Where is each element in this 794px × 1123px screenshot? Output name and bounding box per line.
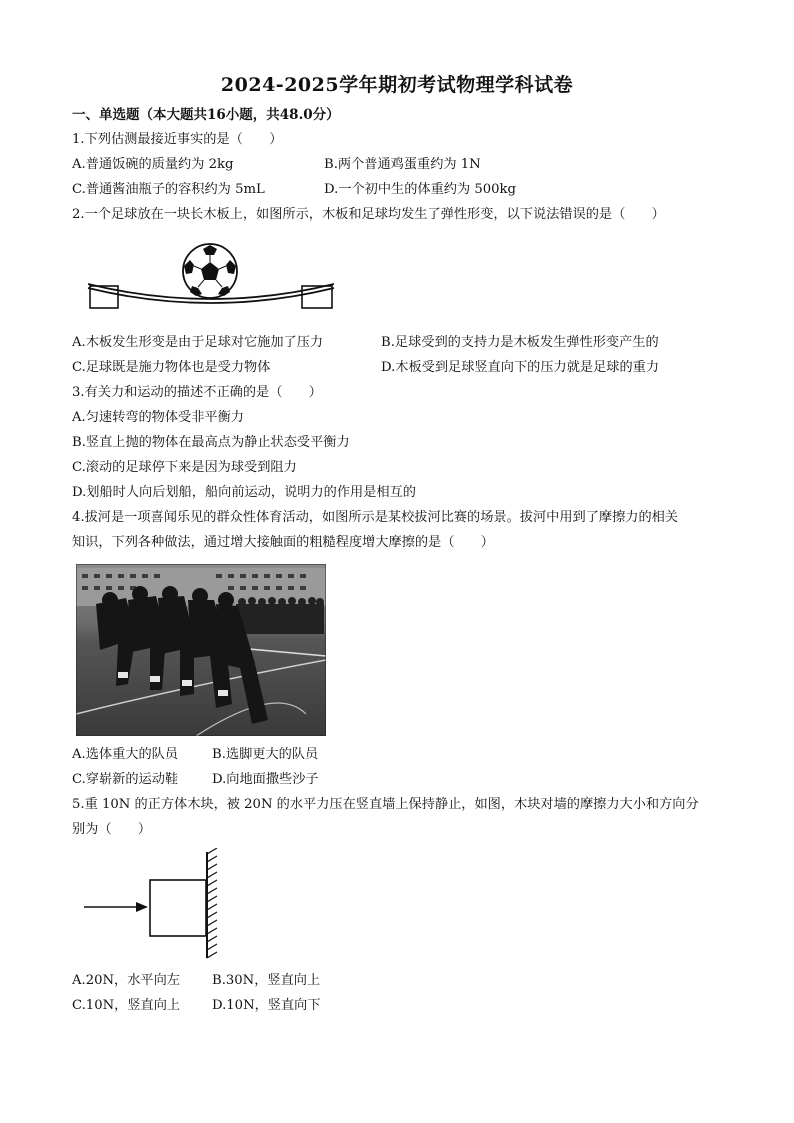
q2-stem: 2.一个足球放在一块长木板上，如图所示，木板和足球均发生了弹性形变，以下说法错误的是（ ） <box>72 207 665 222</box>
q4-stem-line2: 知识，下列各种做法，通过增大接触面的粗糙程度增大摩擦的是（ ） <box>72 535 494 550</box>
q5-option-a: A.20N，水平向左 <box>72 973 180 988</box>
q5-stem-line2: 别为（ ） <box>72 822 152 837</box>
q5-option-d: D.10N，竖直向下 <box>212 998 321 1013</box>
q3-option-d: D.划船时人向后划船，船向前运动，说明力的作用是相互的 <box>72 485 416 500</box>
section-heading: 一、单选题（本大题共16小题，共48.0分） <box>72 107 340 123</box>
q1-option-d: D.一个初中生的体重约为 500kg <box>324 182 516 197</box>
q3-option-b: B.竖直上抛的物体在最高点为静止状态受平衡力 <box>72 435 350 450</box>
q5-option-c: C.10N，竖直向上 <box>72 998 181 1013</box>
football-on-board-figure <box>84 240 339 320</box>
q1-option-a: A.普通饭碗的质量约为 2kg <box>72 157 234 172</box>
q1-stem: 1.下列估测最接近事实的是（ ） <box>72 132 283 147</box>
q4-option-a: A.选体重大的队员 <box>72 747 179 762</box>
q3-stem: 3.有关力和运动的描述不正确的是（ ） <box>72 385 322 400</box>
q1-option-c: C.普通酱油瓶子的容积约为 5mL <box>72 182 265 197</box>
tug-of-war-photo <box>76 564 326 736</box>
q4-option-c: C.穿崭新的运动鞋 <box>72 772 179 787</box>
q2-option-d: D.木板受到足球竖直向下的压力就是足球的重力 <box>381 360 660 375</box>
q2-option-b: B.足球受到的支持力是木板发生弹性形变产生的 <box>381 335 659 350</box>
q5-stem-line1: 5.重 10N 的正方体木块，被 20N 的水平力压在竖直墙上保持静止，如图，木块对墙的摩擦力大小和方向分 <box>72 797 699 812</box>
q3-option-c: C.滚动的足球停下来是因为球受到阻力 <box>72 460 297 475</box>
block-against-wall-figure <box>80 848 230 963</box>
football-icon <box>183 244 237 298</box>
q2-option-c: C.足球既是施力物体也是受力物体 <box>72 360 271 375</box>
q4-stem-line1: 4.拔河是一项喜闻乐见的群众性体育活动，如图所示是某校拔河比赛的场景。拔河中用到了摩擦力的相关 <box>72 510 679 525</box>
q1-option-b: B.两个普通鸡蛋重约为 1N <box>324 157 481 172</box>
q3-option-a: A.匀速转弯的物体受非平衡力 <box>72 410 244 425</box>
exam-title: 2024-2025学年期初考试物理学科试卷 <box>220 74 574 96</box>
q4-option-d: D.向地面撒些沙子 <box>212 772 319 787</box>
q5-option-b: B.30N，竖直向上 <box>212 973 321 988</box>
q2-option-a: A.木板发生形变是由于足球对它施加了压力 <box>72 335 324 350</box>
wooden-block <box>150 880 206 936</box>
q4-option-b: B.选脚更大的队员 <box>212 747 319 762</box>
